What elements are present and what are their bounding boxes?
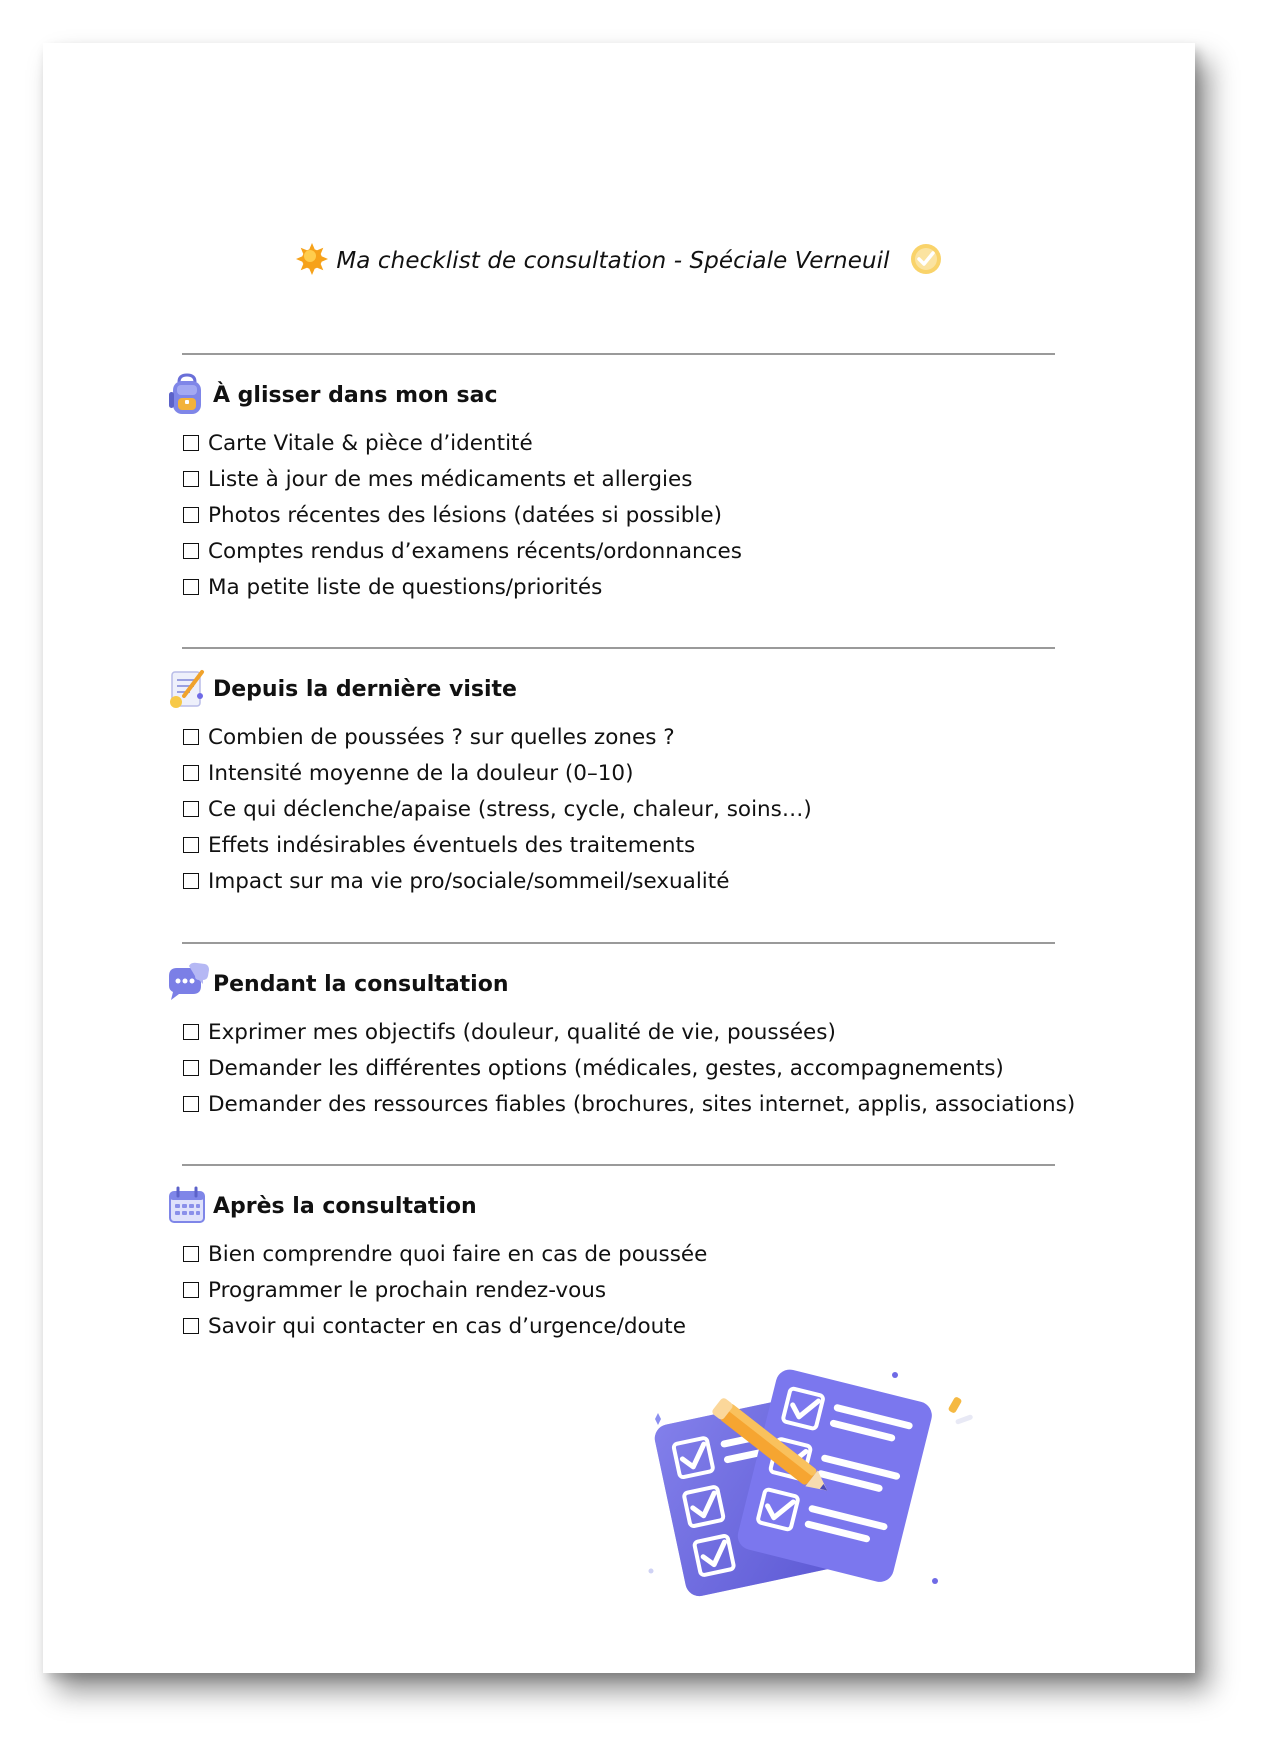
checklist-item[interactable] bbox=[183, 1086, 1075, 1122]
checkbox[interactable] bbox=[183, 801, 199, 817]
item-label: Impact sur ma vie pro/sociale/sommeil/sexualité bbox=[208, 868, 730, 894]
checklist-item[interactable] bbox=[183, 461, 742, 497]
divider-2 bbox=[182, 647, 1055, 649]
checkbox[interactable] bbox=[183, 1318, 199, 1334]
section-header bbox=[163, 958, 509, 1010]
section-title: Pendant la consultation bbox=[213, 971, 509, 997]
page-title: Ma checklist de consultation - Spéciale Verneuil bbox=[336, 248, 890, 274]
item-label: Photos récentes des lésions (datées si possible) bbox=[208, 502, 722, 528]
item-label: Bien comprendre quoi faire en cas de poussée bbox=[208, 1241, 708, 1267]
section-header bbox=[163, 663, 517, 715]
checkbox[interactable] bbox=[183, 837, 199, 853]
checkbox[interactable] bbox=[183, 579, 199, 595]
calendar-icon bbox=[163, 1182, 211, 1230]
checklist bbox=[183, 1014, 1075, 1122]
checkbox[interactable] bbox=[183, 1096, 199, 1112]
checklist-item[interactable] bbox=[183, 1014, 1075, 1050]
checkbox[interactable] bbox=[183, 1060, 199, 1076]
checklist-illustration bbox=[643, 1363, 983, 1627]
backpack-icon bbox=[163, 371, 211, 419]
item-label: Comptes rendus d’examens récents/ordonnances bbox=[208, 538, 742, 564]
checkbox[interactable] bbox=[183, 471, 199, 487]
checklist-item[interactable] bbox=[183, 1050, 1075, 1086]
checkbox[interactable] bbox=[183, 1024, 199, 1040]
checklist-item[interactable] bbox=[183, 1308, 707, 1344]
divider-1 bbox=[182, 353, 1055, 355]
notepad-icon bbox=[163, 665, 211, 713]
section-header bbox=[163, 369, 498, 421]
checklist-item[interactable] bbox=[183, 719, 812, 755]
document-page bbox=[43, 43, 1195, 1673]
checkbox[interactable] bbox=[183, 873, 199, 889]
checklist bbox=[183, 425, 742, 605]
checklist bbox=[183, 1236, 707, 1344]
item-label: Demander les différentes options (médicales, gestes, accompagnements) bbox=[208, 1055, 1004, 1081]
divider-4 bbox=[182, 1164, 1055, 1166]
item-label: Savoir qui contacter en cas d’urgence/doute bbox=[208, 1313, 686, 1339]
item-label: Ce qui déclenche/apaise (stress, cycle, chaleur, soins…) bbox=[208, 796, 812, 822]
item-label: Liste à jour de mes médicaments et allergies bbox=[208, 466, 693, 492]
checklist-item[interactable] bbox=[183, 569, 742, 605]
item-label: Intensité moyenne de la douleur (0–10) bbox=[208, 760, 634, 786]
checklist-item[interactable] bbox=[183, 497, 742, 533]
section-title: Après la consultation bbox=[213, 1193, 477, 1219]
section-title: Depuis la dernière visite bbox=[213, 676, 517, 702]
section-header bbox=[163, 1180, 477, 1232]
checklist-item[interactable] bbox=[183, 791, 812, 827]
checklist-item[interactable] bbox=[183, 827, 812, 863]
checkbox[interactable] bbox=[183, 729, 199, 745]
checkbox[interactable] bbox=[183, 543, 199, 559]
checkbox[interactable] bbox=[183, 1246, 199, 1262]
title-row bbox=[43, 231, 1195, 291]
chat-bubbles-icon bbox=[163, 960, 211, 1008]
item-label: Programmer le prochain rendez-vous bbox=[208, 1277, 607, 1303]
checklist-item[interactable] bbox=[183, 533, 742, 569]
item-label: Ma petite liste de questions/priorités bbox=[208, 574, 603, 600]
section-title: À glisser dans mon sac bbox=[213, 382, 498, 408]
check-badge-icon bbox=[908, 241, 944, 281]
checklist-item[interactable] bbox=[183, 1236, 707, 1272]
checkbox[interactable] bbox=[183, 765, 199, 781]
item-label: Effets indésirables éventuels des traitements bbox=[208, 832, 696, 858]
item-label: Carte Vitale & pièce d’identité bbox=[208, 430, 533, 456]
checklist-item[interactable] bbox=[183, 863, 812, 899]
item-label: Exprimer mes objectifs (douleur, qualité de vie, poussées) bbox=[208, 1019, 836, 1045]
checkbox[interactable] bbox=[183, 1282, 199, 1298]
checklist-item[interactable] bbox=[183, 755, 812, 791]
checklist-item[interactable] bbox=[183, 1272, 707, 1308]
item-label: Combien de poussées ? sur quelles zones ? bbox=[208, 724, 675, 750]
checkbox[interactable] bbox=[183, 435, 199, 451]
item-label: Demander des ressources fiables (brochures, sites internet, applis, associations) bbox=[208, 1091, 1076, 1117]
sun-icon bbox=[294, 241, 330, 281]
checkbox[interactable] bbox=[183, 507, 199, 523]
divider-3 bbox=[182, 942, 1055, 944]
checklist-item[interactable] bbox=[183, 425, 742, 461]
checklist bbox=[183, 719, 812, 899]
